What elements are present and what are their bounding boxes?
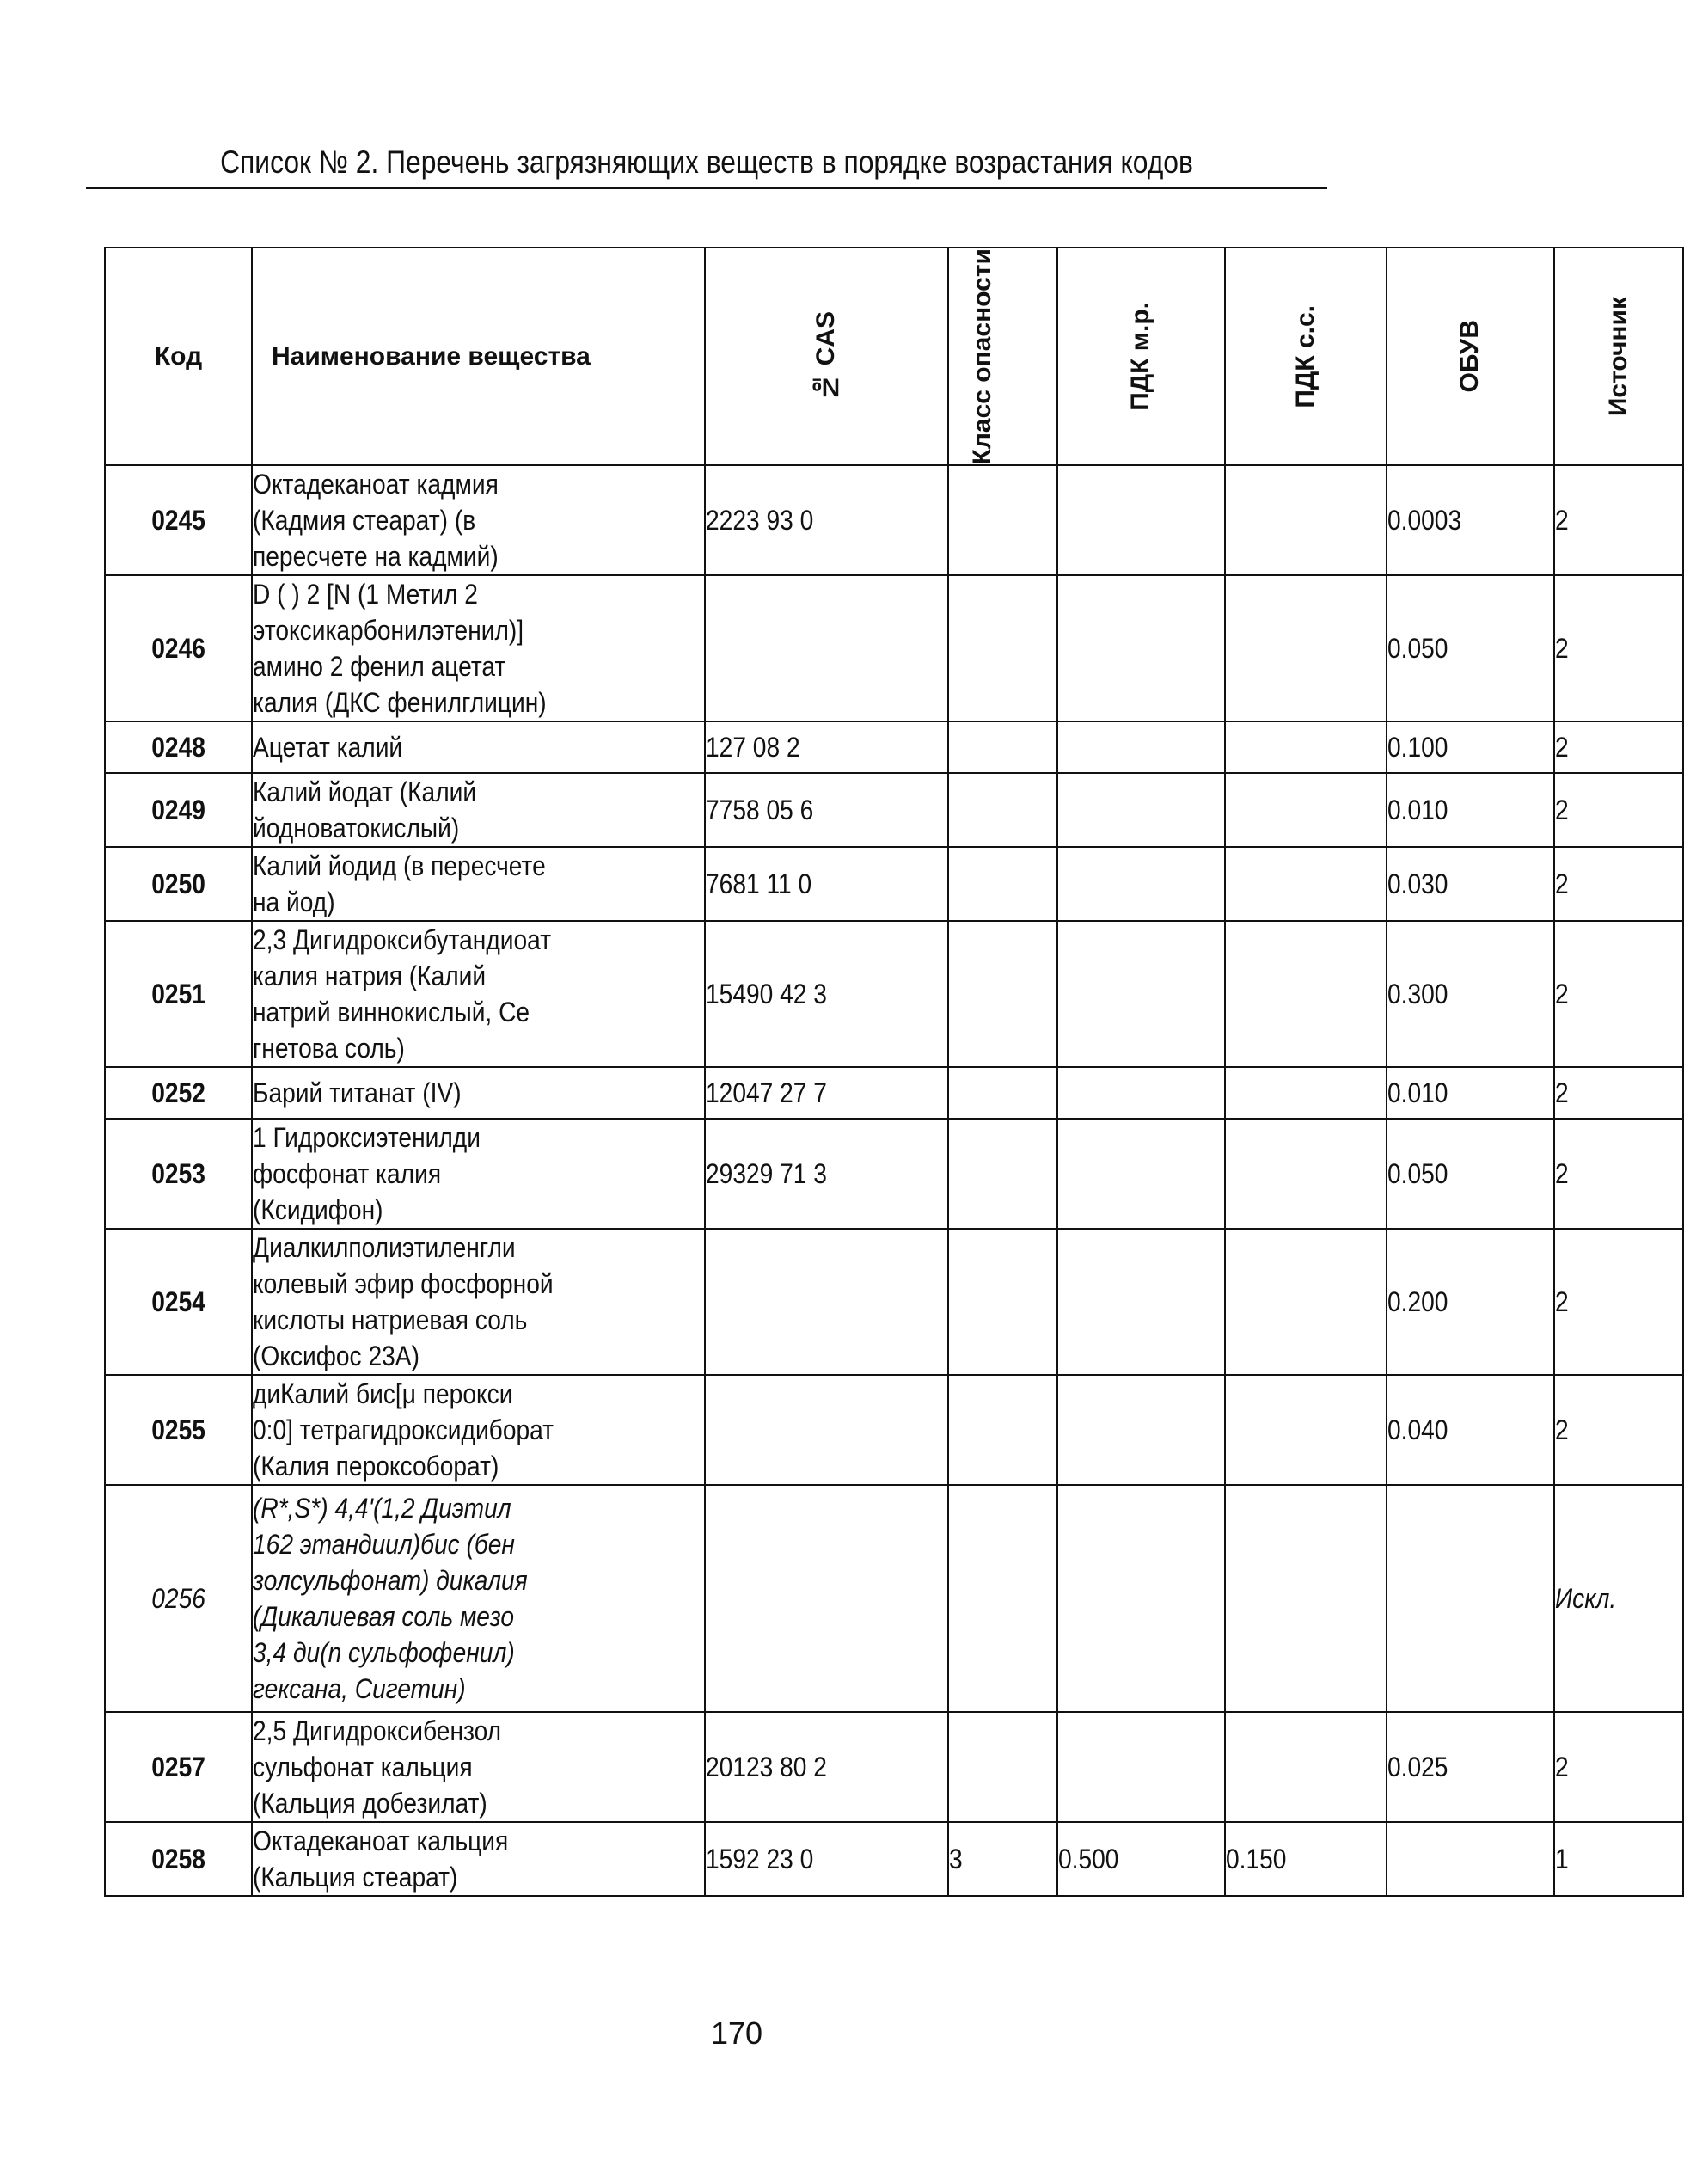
cell-text: 7681 11 0 xyxy=(706,868,812,900)
table-row xyxy=(105,847,1683,921)
cell-text: 2 xyxy=(1555,1414,1569,1446)
cell-text: 0256 xyxy=(151,1583,205,1615)
cell-code xyxy=(105,465,252,575)
cell-cas xyxy=(705,1229,948,1375)
cell-code xyxy=(105,1067,252,1119)
cell-pdk-mr xyxy=(1057,721,1225,773)
cell-text: 0.010 xyxy=(1387,1077,1448,1109)
cell-source xyxy=(1554,1119,1683,1229)
cell-cas xyxy=(705,1119,948,1229)
cell-source xyxy=(1554,847,1683,921)
cell-name-line: 2,5 Дигидроксибензол xyxy=(253,1715,502,1747)
cell-name xyxy=(252,465,705,575)
cell-source xyxy=(1554,773,1683,847)
cell-source xyxy=(1554,1229,1683,1375)
cell-code xyxy=(105,575,252,721)
cell-text: 0254 xyxy=(151,1286,205,1318)
cell-obuv xyxy=(1387,465,1554,575)
header-obuv: ОБУВ xyxy=(1387,248,1554,465)
cell-name-line: Барий титанат (IV) xyxy=(253,1077,462,1109)
cell-name-line: на йод) xyxy=(253,886,335,918)
cell-hazard-class xyxy=(948,721,1057,773)
cell-text: 0257 xyxy=(151,1751,205,1783)
cell-text: 2 xyxy=(1555,1158,1569,1190)
cell-text: 2 xyxy=(1555,1286,1569,1318)
cell-name-line: натрий виннокислый, Се xyxy=(253,997,530,1028)
cell-name xyxy=(252,575,705,721)
cell-pdk-ss xyxy=(1225,847,1387,921)
cell-obuv xyxy=(1387,575,1554,721)
cell-name-line: Октадеканоат кадмия xyxy=(253,469,499,500)
cell-name-line: D ( ) 2 [N (1 Метил 2 xyxy=(253,579,478,610)
cell-name-line: калия натрия (Калий xyxy=(253,960,487,992)
cell-name-line: кислоты натриевая соль xyxy=(253,1304,528,1336)
cell-text: 1592 23 0 xyxy=(706,1844,814,1875)
cell-text: 0.500 xyxy=(1058,1844,1119,1875)
cell-text: 0253 xyxy=(151,1158,205,1190)
cell-name-line: золсульфонат) дикалия xyxy=(253,1565,528,1597)
cell-pdk-ss xyxy=(1225,1485,1387,1712)
cell-pdk-mr xyxy=(1057,575,1225,721)
cell-name-line: Диалкилполиэтиленгли xyxy=(253,1232,516,1264)
cell-cas xyxy=(705,773,948,847)
cell-text: Искл. xyxy=(1555,1583,1617,1615)
cell-text: 0.0003 xyxy=(1387,505,1462,537)
table-row xyxy=(105,721,1683,773)
cell-name-line: 0:0] тетрагидроксидиборат xyxy=(253,1414,554,1446)
cell-text: 0255 xyxy=(151,1414,205,1446)
title-rule xyxy=(86,187,1327,189)
cell-name-line: 162 этандиил)бис (бен xyxy=(253,1529,515,1561)
cell-name xyxy=(252,773,705,847)
cell-name xyxy=(252,1229,705,1375)
cell-pdk-ss xyxy=(1225,773,1387,847)
cell-text: 2 xyxy=(1555,505,1569,537)
table-row xyxy=(105,773,1683,847)
cell-pdk-ss xyxy=(1225,1119,1387,1229)
cell-source xyxy=(1554,575,1683,721)
cell-text: 20123 80 2 xyxy=(706,1751,827,1783)
cell-text: 2 xyxy=(1555,633,1569,665)
cell-name-line: (Дикалиевая соль мезо xyxy=(253,1601,515,1633)
cell-obuv xyxy=(1387,1067,1554,1119)
cell-obuv xyxy=(1387,1822,1554,1896)
cell-name-line: (Калия пероксоборат) xyxy=(253,1451,499,1482)
cell-name-line: йодноватокислый) xyxy=(253,813,460,844)
page-title: Список № 2. Перечень загрязняющих веществ в порядке возрастания кодов xyxy=(220,144,1193,180)
cell-code xyxy=(105,721,252,773)
cell-hazard-class xyxy=(948,1485,1057,1712)
cell-text: 0.200 xyxy=(1387,1286,1448,1318)
table-row xyxy=(105,921,1683,1067)
table-row xyxy=(105,1485,1683,1712)
cell-pdk-mr xyxy=(1057,465,1225,575)
cell-obuv xyxy=(1387,721,1554,773)
cell-name xyxy=(252,921,705,1067)
cell-pdk-mr xyxy=(1057,1229,1225,1375)
cell-text: 15490 42 3 xyxy=(706,979,827,1010)
cell-name xyxy=(252,721,705,773)
cell-name xyxy=(252,1375,705,1485)
cell-text: 2 xyxy=(1555,868,1569,900)
cell-hazard-class xyxy=(948,1712,1057,1822)
cell-hazard-class xyxy=(948,1822,1057,1896)
cell-pdk-ss xyxy=(1225,1375,1387,1485)
cell-text: 2 xyxy=(1555,1077,1569,1109)
cell-name xyxy=(252,1119,705,1229)
cell-text: 0.040 xyxy=(1387,1414,1448,1446)
cell-text: 0250 xyxy=(151,868,205,900)
cell-name-line: (Ксидифон) xyxy=(253,1194,383,1226)
cell-cas xyxy=(705,1822,948,1896)
header-hazard-class: Класс опасности xyxy=(948,248,1057,465)
table-row xyxy=(105,1119,1683,1229)
cell-source xyxy=(1554,1485,1683,1712)
cell-hazard-class xyxy=(948,575,1057,721)
table-row xyxy=(105,1712,1683,1822)
cell-name-line: (Оксифос 23А) xyxy=(253,1340,419,1372)
cell-obuv xyxy=(1387,1485,1554,1712)
cell-source xyxy=(1554,721,1683,773)
cell-text: 0.150 xyxy=(1226,1844,1287,1875)
cell-obuv xyxy=(1387,847,1554,921)
cell-hazard-class xyxy=(948,1119,1057,1229)
cell-cas xyxy=(705,1375,948,1485)
cell-cas xyxy=(705,1067,948,1119)
cell-text: 0.100 xyxy=(1387,732,1448,764)
cell-text: 0251 xyxy=(151,979,205,1010)
cell-cas xyxy=(705,721,948,773)
cell-name-line: колевый эфир фосфорной xyxy=(253,1268,554,1300)
cell-name-line: 2,3 Дигидроксибутандиоат xyxy=(253,924,552,956)
cell-code xyxy=(105,1712,252,1822)
cell-pdk-mr xyxy=(1057,773,1225,847)
cell-source xyxy=(1554,1375,1683,1485)
cell-text: 0252 xyxy=(151,1077,205,1109)
cell-pdk-mr xyxy=(1057,1375,1225,1485)
cell-text: 0245 xyxy=(151,505,205,537)
header-cas: № CAS xyxy=(705,248,948,465)
cell-name-line: (Кальция добезилат) xyxy=(253,1788,487,1819)
substances-table xyxy=(104,247,1684,1897)
cell-text: 0246 xyxy=(151,633,205,665)
cell-text: 1 xyxy=(1555,1844,1569,1875)
cell-cas xyxy=(705,465,948,575)
cell-name-line: гексана, Сигетин) xyxy=(253,1673,466,1705)
table-row xyxy=(105,1229,1683,1375)
table-row xyxy=(105,1822,1683,1896)
cell-source xyxy=(1554,465,1683,575)
cell-name-line: (R*,S*) 4,4'(1,2 Диэтил xyxy=(253,1493,511,1525)
cell-pdk-ss xyxy=(1225,1067,1387,1119)
cell-cas xyxy=(705,1485,948,1712)
cell-name xyxy=(252,1485,705,1712)
header-code: Код xyxy=(105,248,252,465)
cell-name-line: 1 Гидроксиэтенилди xyxy=(253,1122,481,1154)
cell-name-line: (Кальция стеарат) xyxy=(253,1862,458,1893)
cell-name-line: Октадеканоат кальция xyxy=(253,1825,509,1857)
cell-text: 0.025 xyxy=(1387,1751,1448,1783)
table-row xyxy=(105,465,1683,575)
cell-text: 2 xyxy=(1555,732,1569,764)
cell-hazard-class xyxy=(948,773,1057,847)
cell-name xyxy=(252,1067,705,1119)
cell-hazard-class xyxy=(948,1067,1057,1119)
cell-code xyxy=(105,1485,252,1712)
cell-name-line: пересчете на кадмий) xyxy=(253,541,499,573)
header-pdk-ss: ПДК с.с. xyxy=(1225,248,1387,465)
table-row xyxy=(105,1375,1683,1485)
cell-pdk-ss xyxy=(1225,1229,1387,1375)
cell-hazard-class xyxy=(948,921,1057,1067)
cell-obuv xyxy=(1387,1375,1554,1485)
cell-pdk-mr xyxy=(1057,1822,1225,1896)
cell-text: 3 xyxy=(949,1844,963,1875)
table-body xyxy=(105,465,1683,1896)
cell-obuv xyxy=(1387,921,1554,1067)
cell-pdk-ss xyxy=(1225,721,1387,773)
cell-name-line: 3,4 ди(n сульфофенил) xyxy=(253,1637,515,1669)
cell-text: 12047 27 7 xyxy=(706,1077,827,1109)
cell-source xyxy=(1554,1822,1683,1896)
cell-pdk-mr xyxy=(1057,1119,1225,1229)
cell-name-line: гнетова соль) xyxy=(253,1033,405,1064)
cell-code xyxy=(105,847,252,921)
cell-obuv xyxy=(1387,1119,1554,1229)
header-pdk-mr: ПДК м.р. xyxy=(1057,248,1225,465)
cell-hazard-class xyxy=(948,1229,1057,1375)
cell-text: 29329 71 3 xyxy=(706,1158,827,1190)
cell-code xyxy=(105,1822,252,1896)
cell-text: 0258 xyxy=(151,1844,205,1875)
cell-text: 0248 xyxy=(151,732,205,764)
cell-hazard-class xyxy=(948,1375,1057,1485)
cell-name-line: калия (ДКС фенилглицин) xyxy=(253,687,547,719)
cell-text: 0.300 xyxy=(1387,979,1448,1010)
page-number: 170 xyxy=(710,2015,763,2051)
cell-obuv xyxy=(1387,1229,1554,1375)
cell-text: 0.030 xyxy=(1387,868,1448,900)
table-row xyxy=(105,575,1683,721)
header-name: Наименование вещества xyxy=(252,248,705,465)
cell-cas xyxy=(705,921,948,1067)
cell-name-line: сульфонат кальция xyxy=(253,1751,473,1783)
cell-pdk-mr xyxy=(1057,847,1225,921)
cell-cas xyxy=(705,847,948,921)
cell-text: 2 xyxy=(1555,794,1569,826)
cell-pdk-ss xyxy=(1225,465,1387,575)
cell-pdk-ss xyxy=(1225,921,1387,1067)
cell-obuv xyxy=(1387,1712,1554,1822)
cell-pdk-mr xyxy=(1057,1485,1225,1712)
cell-pdk-ss xyxy=(1225,1822,1387,1896)
cell-text: 0249 xyxy=(151,794,205,826)
cell-name xyxy=(252,847,705,921)
table-header-row xyxy=(105,248,1683,465)
cell-cas xyxy=(705,575,948,721)
table-row xyxy=(105,1067,1683,1119)
cell-text: 2223 93 0 xyxy=(706,505,814,537)
cell-code xyxy=(105,773,252,847)
cell-name-line: амино 2 фенил ацетат xyxy=(253,651,506,683)
header-source: Источник xyxy=(1554,248,1683,465)
cell-pdk-ss xyxy=(1225,575,1387,721)
cell-name xyxy=(252,1822,705,1896)
cell-text: 127 08 2 xyxy=(706,732,800,764)
cell-pdk-mr xyxy=(1057,1712,1225,1822)
cell-name xyxy=(252,1712,705,1822)
cell-text: 0.010 xyxy=(1387,794,1448,826)
cell-text: 0.050 xyxy=(1387,1158,1448,1190)
cell-cas xyxy=(705,1712,948,1822)
cell-hazard-class xyxy=(948,847,1057,921)
cell-pdk-mr xyxy=(1057,921,1225,1067)
cell-source xyxy=(1554,1067,1683,1119)
cell-text: 7758 05 6 xyxy=(706,794,814,826)
cell-name-line: фосфонат калия xyxy=(253,1158,442,1190)
cell-obuv xyxy=(1387,773,1554,847)
cell-source xyxy=(1554,1712,1683,1822)
cell-name-line: Калий йодат (Калий xyxy=(253,776,477,808)
cell-code xyxy=(105,921,252,1067)
cell-hazard-class xyxy=(948,465,1057,575)
cell-code xyxy=(105,1119,252,1229)
cell-source xyxy=(1554,921,1683,1067)
cell-text: 2 xyxy=(1555,979,1569,1010)
cell-pdk-ss xyxy=(1225,1712,1387,1822)
cell-text: 2 xyxy=(1555,1751,1569,1783)
cell-name-line: Ацетат калий xyxy=(253,732,403,764)
cell-code xyxy=(105,1375,252,1485)
cell-name-line: этоксикарбонилэтенил)] xyxy=(253,615,524,647)
cell-name-line: (Кадмия стеарат) (в xyxy=(253,505,476,537)
cell-code xyxy=(105,1229,252,1375)
cell-pdk-mr xyxy=(1057,1067,1225,1119)
cell-name-line: Калий йодид (в пересчете xyxy=(253,850,546,882)
cell-text: 0.050 xyxy=(1387,633,1448,665)
cell-name-line: диКалий бис[μ перокси xyxy=(253,1378,513,1410)
